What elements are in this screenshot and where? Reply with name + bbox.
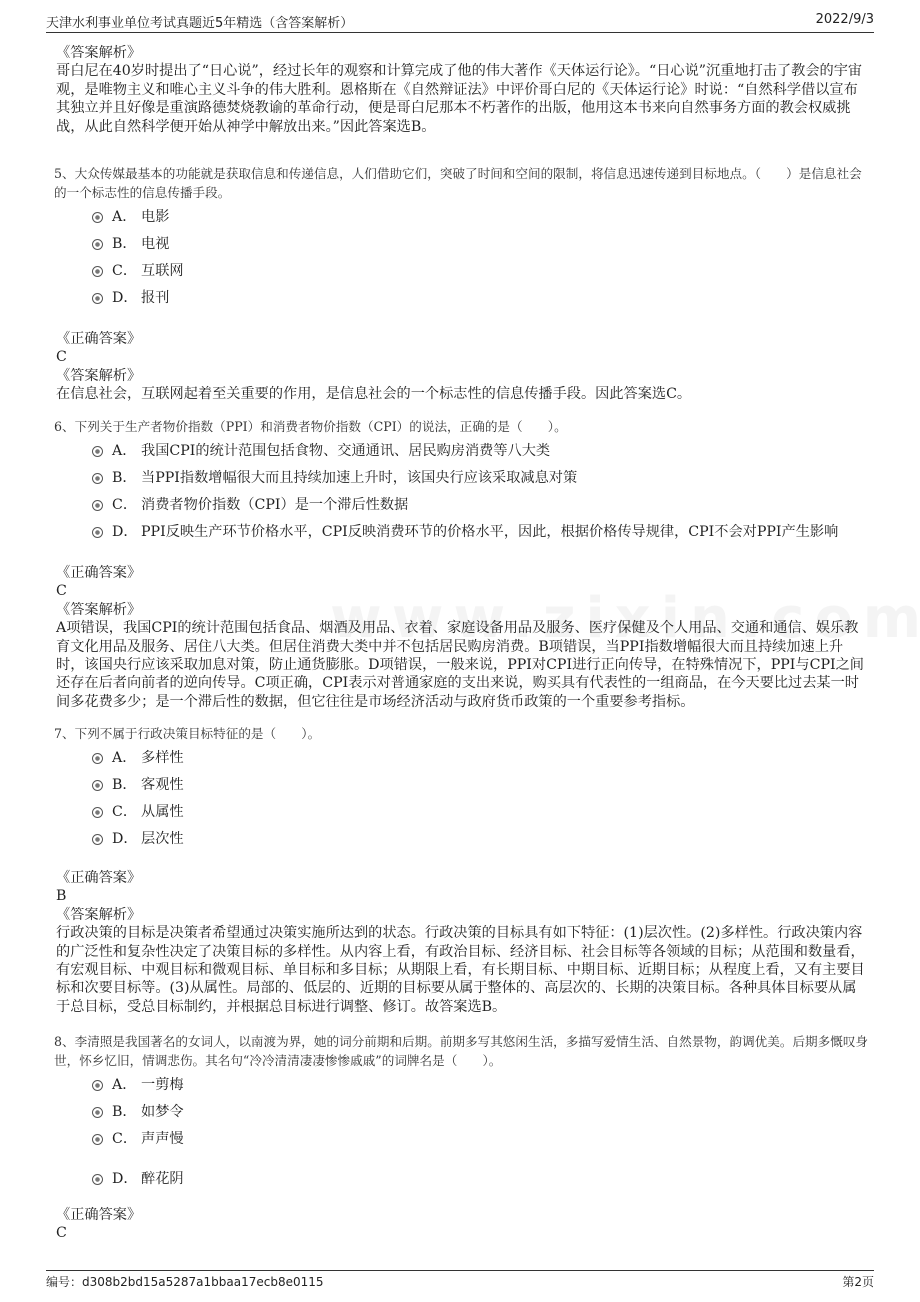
correct-answer: B (56, 888, 67, 905)
option-a[interactable]: A． 一剪梅 (54, 1072, 868, 1099)
q6-analysis: A项错误，我国CPI的统计范围包括食品、烟酒及用品、衣着、家庭设备用品及服务、医疗保健及个人用品、交通和通信、娱乐教育文化用品及服务、居住八大类。但居住消费大类中并不包括居民购房消费。B项错误，当PPI指数增幅很大而且持续加速上升时，该国央行应该采取加息对策，防止通货膨胀。D项错误，一般来说，PPI对CPI进行正向传导，在特殊情况下，PPI与CPI之间还存在后者向前者的逆向传导。C项正确，CPI表示对普通家庭的支出来说，购买具有代表性的一组商品，在今天要比过去某一时间多花费多少；是一个滞后性的数据，但它往往是市场经济活动与政府货币政策的一个重要参考指标。 (56, 620, 864, 710)
question-7-stem: 7、下列不属于行政决策目标特征的是（ ）。 (54, 726, 321, 741)
option-c[interactable]: C． 声声慢 (54, 1126, 868, 1153)
option-b[interactable]: B． 如梦令 (54, 1099, 868, 1126)
option-d[interactable]: D． 醉花阴 (54, 1166, 868, 1193)
question-6-options (54, 438, 868, 546)
radio-icon[interactable] (92, 1174, 103, 1185)
option-d[interactable]: D． 层次性 (54, 826, 868, 853)
option-a[interactable]: A． 多样性 (54, 745, 868, 772)
q4-analysis: 哥白尼在40岁时提出了“日心说”，经过长年的观察和计算完成了他的伟大著作《天体运行论》。“日心说”沉重地打击了教会的宇宙观，是唯物主义和唯心主义斗争的伟大胜利。恩格斯在《自然辩证法》中评价哥白尼的《天体运行论》时说：“自然科学借以宣布其独立并且好像是重演路德焚烧教谕的革命行动，便是哥白尼那本不朽著作的出版，他用这本书来向自然事务方面的教会权威挑战，从此自然科学便开始从神学中解放出来。”因此答案选B。 (56, 63, 863, 135)
q5-analysis: 在信息社会，互联网起着至关重要的作用，是信息社会的一个标志性的信息传播手段。因此答案选C。 (56, 386, 692, 403)
question-8-options (54, 1072, 868, 1193)
document-date: 2022/9/3 (815, 12, 874, 27)
question-8 (54, 1032, 868, 1193)
correct-answer: C (56, 1225, 67, 1242)
question-6-stem: 6、下列关于生产者物价指数（PPI）和消费者物价指数（CPI）的说法，正确的是（ ）。 (54, 419, 567, 434)
radio-icon[interactable] (92, 527, 103, 538)
radio-icon[interactable] (92, 1107, 103, 1118)
option-b[interactable]: B． 客观性 (54, 772, 868, 799)
radio-icon[interactable] (92, 446, 103, 457)
document-code: 编号：d308b2bd15a5287a1bbaa17ecb8e0115 (46, 1275, 324, 1289)
option-b[interactable]: B． 当PPI指数增幅很大而且持续加速上升时，该国央行应该采取减息对策 (54, 465, 868, 492)
radio-icon[interactable] (92, 239, 103, 250)
correct-label: 《正确答案》 (56, 565, 142, 581)
correct-label: 《正确答案》 (56, 331, 142, 347)
option-a[interactable]: A． 我国CPI的统计范围包括食物、交通通讯、居民购房消费等八大类 (54, 438, 868, 465)
radio-icon[interactable] (92, 1134, 103, 1145)
option-a[interactable]: A． 电影 (54, 204, 868, 231)
option-c[interactable]: C． 从属性 (54, 799, 868, 826)
correct-label: 《正确答案》 (56, 1207, 142, 1223)
question-5 (54, 164, 868, 312)
analysis-label: 《答案解析》 (56, 45, 142, 61)
page-header (46, 12, 874, 33)
radio-icon[interactable] (92, 753, 103, 764)
question-7-options (54, 745, 868, 853)
question-8-answer (56, 1206, 868, 1243)
question-5-answer (56, 330, 868, 404)
question-8-stem: 8、李清照是我国著名的女词人，以南渡为界，她的词分前期和后期。前期多写其悠闲生活，多描写爱情生活、自然景物，韵调优美。后期多慨叹身世，怀乡忆旧，情调悲伤。其名句“冷冷清清凄凄惨惨戚戚”的词牌名是（ ）。 (54, 1034, 869, 1068)
analysis-label: 《答案解析》 (56, 367, 142, 384)
radio-icon[interactable] (92, 780, 103, 791)
option-b[interactable]: B． 电视 (54, 231, 868, 258)
document-title: 天津水利事业单位考试真题近5年精选（含答案解析） (46, 16, 354, 31)
question-6 (54, 417, 868, 546)
option-c[interactable]: C． 消费者物价指数（CPI）是一个滞后性数据 (54, 492, 868, 519)
option-d[interactable]: D． PPI反映生产环节价格水平，CPI反映消费环节的价格水平，因此，根据价格传导规律，CPI不会对PPI产生影响 (54, 519, 868, 546)
radio-icon[interactable] (92, 834, 103, 845)
q4-analysis-block (56, 44, 868, 136)
question-7 (54, 724, 868, 853)
page-number: 第2页 (842, 1275, 874, 1289)
analysis-label: 《答案解析》 (56, 906, 142, 923)
page-footer (46, 1270, 874, 1291)
radio-icon[interactable] (92, 500, 103, 511)
question-5-stem: 5、大众传媒最基本的功能就是获取信息和传递信息，人们借助它们，突破了时间和空间的限制，将信息迅速传递到目标地点。（ ）是信息社会的一个标志性的信息传播手段。 (54, 166, 862, 200)
option-c[interactable]: C． 互联网 (54, 258, 868, 285)
radio-icon[interactable] (92, 266, 103, 277)
correct-label: 《正确答案》 (56, 870, 142, 886)
question-6-answer (56, 564, 868, 711)
question-7-answer (56, 869, 868, 1016)
radio-icon[interactable] (92, 1080, 103, 1091)
analysis-label: 《答案解析》 (56, 601, 142, 618)
correct-answer: C (56, 583, 67, 600)
radio-icon[interactable] (92, 807, 103, 818)
radio-icon[interactable] (92, 473, 103, 484)
q7-analysis: 行政决策的目标是决策者希望通过决策实施所达到的状态。行政决策的目标具有如下特征：(1)层次性。(2)多样性。行政决策内容的广泛性和复杂性决定了决策目标的多样性。从内容上看，有政治目标、经济目标、社会目标等各领域的目标；从范围和数量看，有宏观目标、中观目标和微观目标、单目标和多目标；从期限上看，有长期目标、中期目标、近期目标；从程度上看，又有主要目标和次要目标等。(3)从属性。局部的、低层的、近期的目标要从属于整体的、高层次的、长期的决策目标。各种具体目标要从属于总目标，受总目标制约，并根据总目标进行调整、修订。故答案选B。 (56, 925, 865, 1015)
question-5-options (54, 204, 868, 312)
radio-icon[interactable] (92, 293, 103, 304)
correct-answer: C (56, 349, 67, 366)
radio-icon[interactable] (92, 212, 103, 223)
option-d[interactable]: D． 报刊 (54, 285, 868, 312)
